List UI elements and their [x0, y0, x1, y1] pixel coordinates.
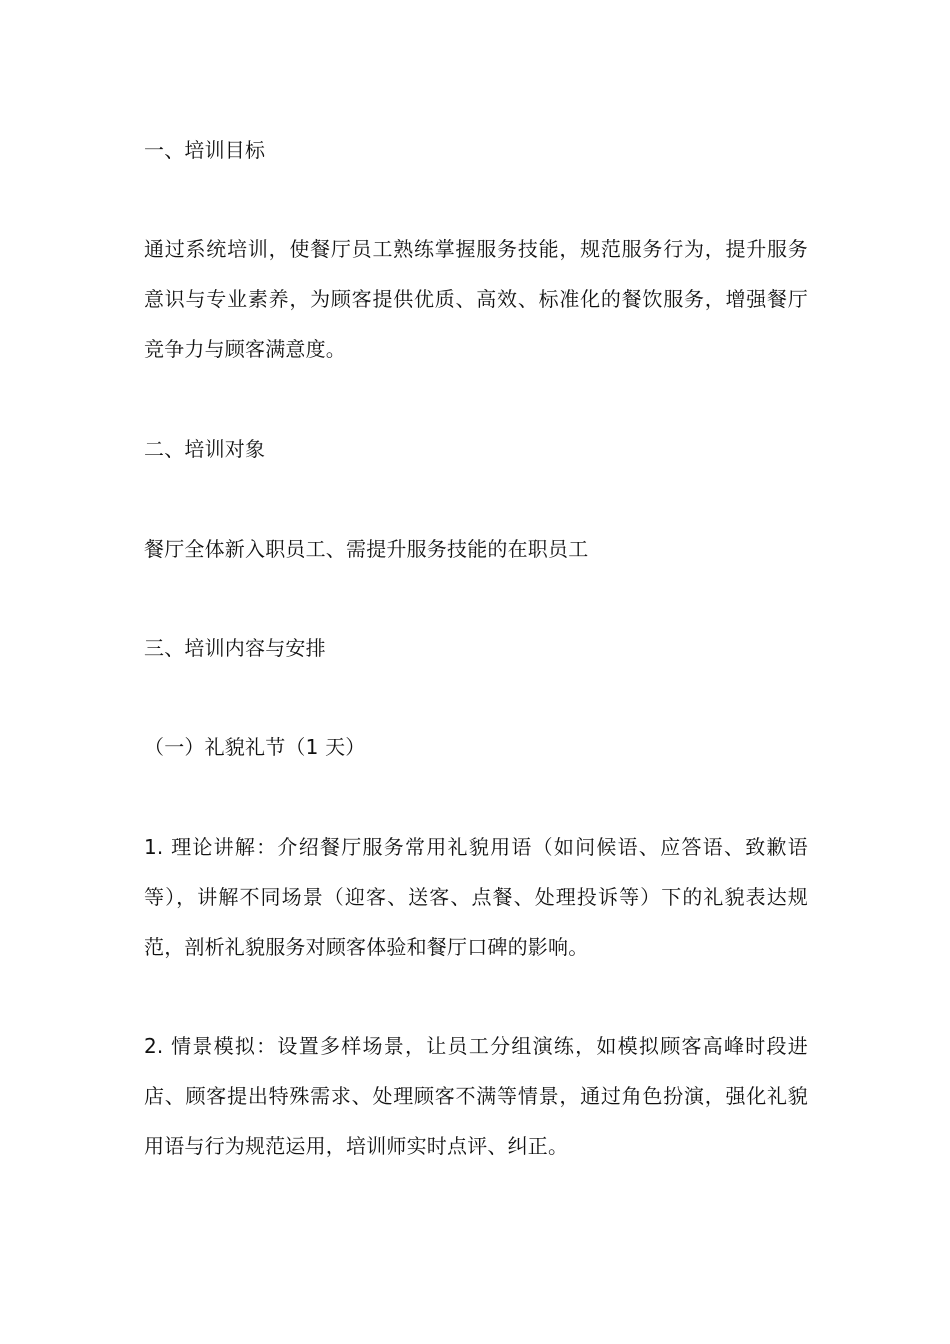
- section-heading-goal: 一、培训目标: [144, 138, 266, 162]
- section-heading-content: 三、培训内容与安排: [144, 636, 326, 660]
- paragraph-goal: 通过系统培训，使餐厅员工熟练掌握服务技能，规范服务行为，提升服务意识与专业素养，为顾客提供优质、高效、标准化的餐饮服务，增强餐厅竞争力与顾客满意度。: [144, 237, 808, 361]
- list-item-theory: 1. 理论讲解：介绍餐厅服务常用礼貌用语（如问候语、应答语、致歉语等），讲解不同场景（迎客、送客、点餐、处理投诉等）下的礼貌表达规范，剖析礼貌服务对顾客体验和餐厅口碑的影响。: [144, 835, 808, 959]
- paragraph-target: 餐厅全体新入职员工、需提升服务技能的在职员工: [144, 537, 589, 561]
- section-heading-target: 二、培训对象: [144, 437, 266, 461]
- list-item-simulation: 2. 情景模拟：设置多样场景，让员工分组演练，如模拟顾客高峰时段进店、顾客提出特殊需求、处理顾客不满等情景，通过角色扮演，强化礼貌用语与行为规范运用，培训师实时点评、纠正。: [144, 1034, 808, 1158]
- subsection-heading-etiquette: （一）礼貌礼节（1 天）: [144, 735, 366, 759]
